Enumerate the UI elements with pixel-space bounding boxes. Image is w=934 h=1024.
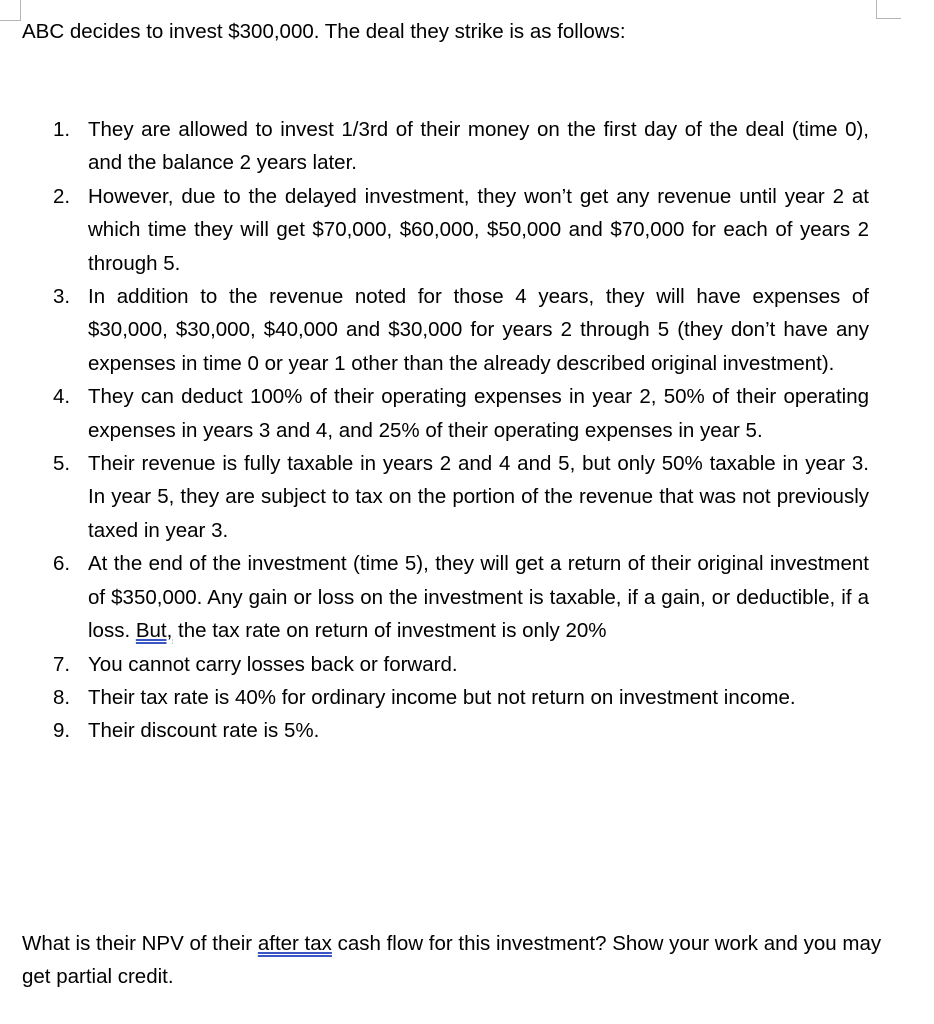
list-item [0,681,869,714]
list-number: 9. [53,719,71,743]
list-number: 3. [53,285,71,309]
list-number: 2. [53,184,71,208]
list-number: 4. [53,385,71,409]
list-item [0,280,869,380]
list-item-text-before: At the end of the investment (time 5), they will get a return of their original investment of $350,000. Any gain or loss on the investment is taxable, if a gain, or deductible, if a loss. [88,552,869,643]
list-item [0,113,869,180]
numbered-list [0,113,934,748]
list-item [0,714,869,747]
list-item-text: Their revenue is fully taxable in years 2 and 4 and 5, but only 50% taxable in year 3. In year 5, they are subject to tax on the portion of the revenue that was not previously taxed in year 3. [88,452,869,542]
list-item [0,380,869,447]
question-text-after: cash flow for this investment? Show your work and you may get partial credit. [22,932,882,989]
list-number: 1. [53,118,71,141]
list-item-text-after: the tax rate on return of investment is only 20% [172,619,607,643]
page-corner-mark-right [876,0,901,19]
underlined-word-but: But, [135,619,173,643]
list-item-text: They are allowed to invest 1/3rd of their money on the first day of the deal (time 0), and the balance 2 years later. [88,118,869,175]
list-number: 5. [53,452,71,476]
list-number: 7. [53,652,71,676]
list-item-text: Their discount rate is 5%. [88,719,320,743]
underlined-after-tax: after tax [257,932,332,955]
list-number: 8. [53,685,71,709]
list-item [0,447,869,547]
list-item-text: However, due to the delayed investment, they won’t get any revenue until year 2 at which time they will get $70,000, $60,000, $50,000 and $70,000 for each of years 2 through 5. [88,184,869,275]
page-corner-mark-left [0,0,21,21]
list-item-text: In addition to the revenue noted for those 4 years, they will have expenses of $30,000, $30,000, $40,000 and $30,000 for years 2 through 5 (they don’t have any expenses in time 0 or year 1 other than the already described original investment). [88,285,869,375]
list-item [0,180,869,280]
list-item [0,547,869,647]
question-paragraph [22,927,882,994]
list-item-text: They can deduct 100% of their operating expenses in year 2, 50% of their operating expenses in years 3 and 4, and 25% of their operating expenses in year 5. [88,385,869,442]
question-text-before: What is their NPV of their [22,932,258,955]
list-item-text: Their tax rate is 40% for ordinary income but not return on investment income. [88,685,796,709]
list-item [0,648,869,681]
list-number: 6. [53,552,71,576]
list-item-text: You cannot carry losses back or forward. [88,652,458,676]
intro-paragraph: ABC decides to invest $300,000. The deal they strike is as follows: [22,20,626,43]
